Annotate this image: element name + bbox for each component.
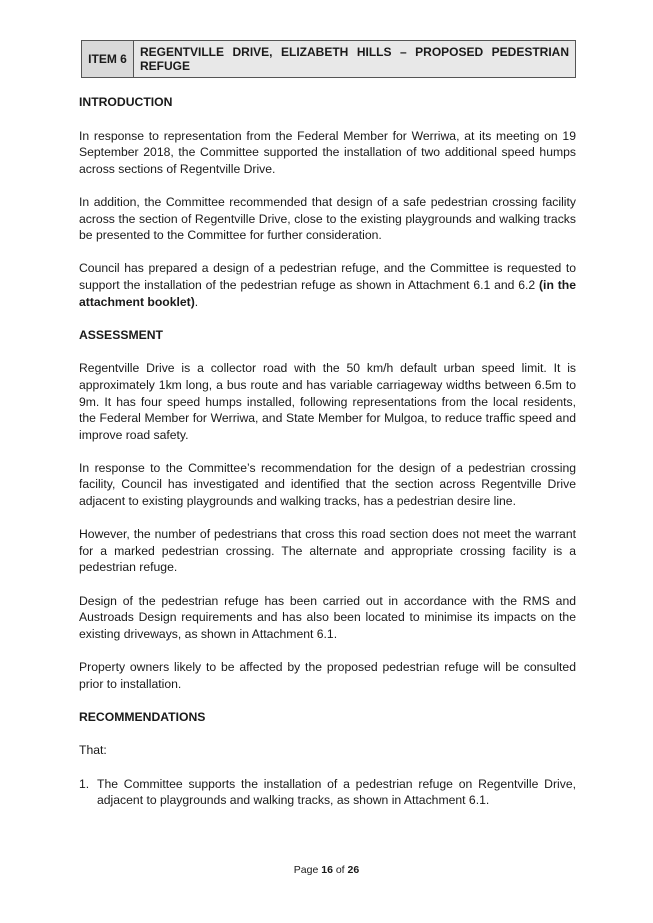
assessment-paragraph-4: Design of the pedestrian refuge has been carried out in accordance with the RMS and Austroads Design requirements and has also been located to minimise its impacts on the existing driveways, as shown in Attachment 6.1. bbox=[79, 593, 576, 641]
introduction-heading: INTRODUCTION bbox=[79, 95, 173, 109]
assessment-paragraph-1: Regentville Drive is a collector road with the 50 km/h default urban speed limit. It is approximately 1km long, a bus route and has variable carriageway widths between 6.5m to 9m. It has four speed humps installed, following representations from the local residents, the Federal Member for Werriwa, and State Member for Mulgoa, to reduce traffic speed and improve road safety. bbox=[79, 361, 576, 442]
recommendations-list bbox=[79, 776, 576, 809]
recommendations-intro: That: bbox=[79, 743, 107, 758]
page-current: 16 bbox=[321, 864, 333, 876]
page-total: 26 bbox=[347, 864, 360, 876]
page-footer bbox=[0, 864, 653, 876]
of-word: of bbox=[335, 864, 345, 876]
recommendation-number: 1. bbox=[79, 776, 90, 791]
item-header-box bbox=[81, 40, 576, 78]
attachment-booklet-note: (in the attachment booklet) bbox=[79, 277, 576, 309]
recommendation-item bbox=[79, 776, 576, 809]
introduction-paragraph-2: In addition, the Committee recommended that design of a safe pedestrian crossing facility across the section of Regentville Drive, close to the existing playgrounds and walking tracks be presented to the Committee for further consideration. bbox=[79, 194, 576, 243]
item-title: REGENTVILLE DRIVE, ELIZABETH HILLS – PROPOSED PEDESTRIAN REFUGE bbox=[134, 41, 575, 77]
recommendations-heading: RECOMMENDATIONS bbox=[79, 709, 206, 724]
recommendation-text: The Committee supports the installation of a pedestrian refuge on Regentville Drive, adjacent to playgrounds and walking tracks, as shown in Attachment 6.1. bbox=[97, 776, 576, 808]
assessment-paragraph-2: In response to the Committee’s recommendation for the design of a pedestrian crossing facility, Council has investigated and identified that the section across Regentville Drive adjacent to existing playgrounds and walking tracks, has a pedestrian desire line. bbox=[79, 460, 576, 509]
page-word: Page bbox=[293, 864, 319, 876]
assessment-paragraph-3: However, the number of pedestrians that cross this road section does not meet the warrant for a marked pedestrian crossing. The alternate and appropriate crossing facility is a pedestrian refuge. bbox=[79, 527, 576, 575]
item-number: ITEM 6 bbox=[82, 41, 134, 77]
introduction-paragraph-3-text: Council has prepared a design of a pedestrian refuge, and the Committee is requested to support the installation of the pedestrian refuge as shown in Attachment 6.1 and 6.2 bbox=[79, 261, 576, 292]
assessment-heading: ASSESSMENT bbox=[79, 327, 163, 342]
assessment-paragraph-5: Property owners likely to be affected by the proposed pedestrian refuge will be consulted prior to installation. bbox=[79, 660, 576, 691]
introduction-paragraph-3 bbox=[79, 260, 576, 310]
introduction-paragraph-3-end: . bbox=[194, 294, 199, 309]
introduction-paragraph-1: In response to representation from the Federal Member for Werriwa, at its meeting on 19 September 2018, the Committee supported the installation of two additional speed humps across sections of Regentville Drive. bbox=[79, 128, 576, 176]
report-body bbox=[79, 94, 576, 809]
